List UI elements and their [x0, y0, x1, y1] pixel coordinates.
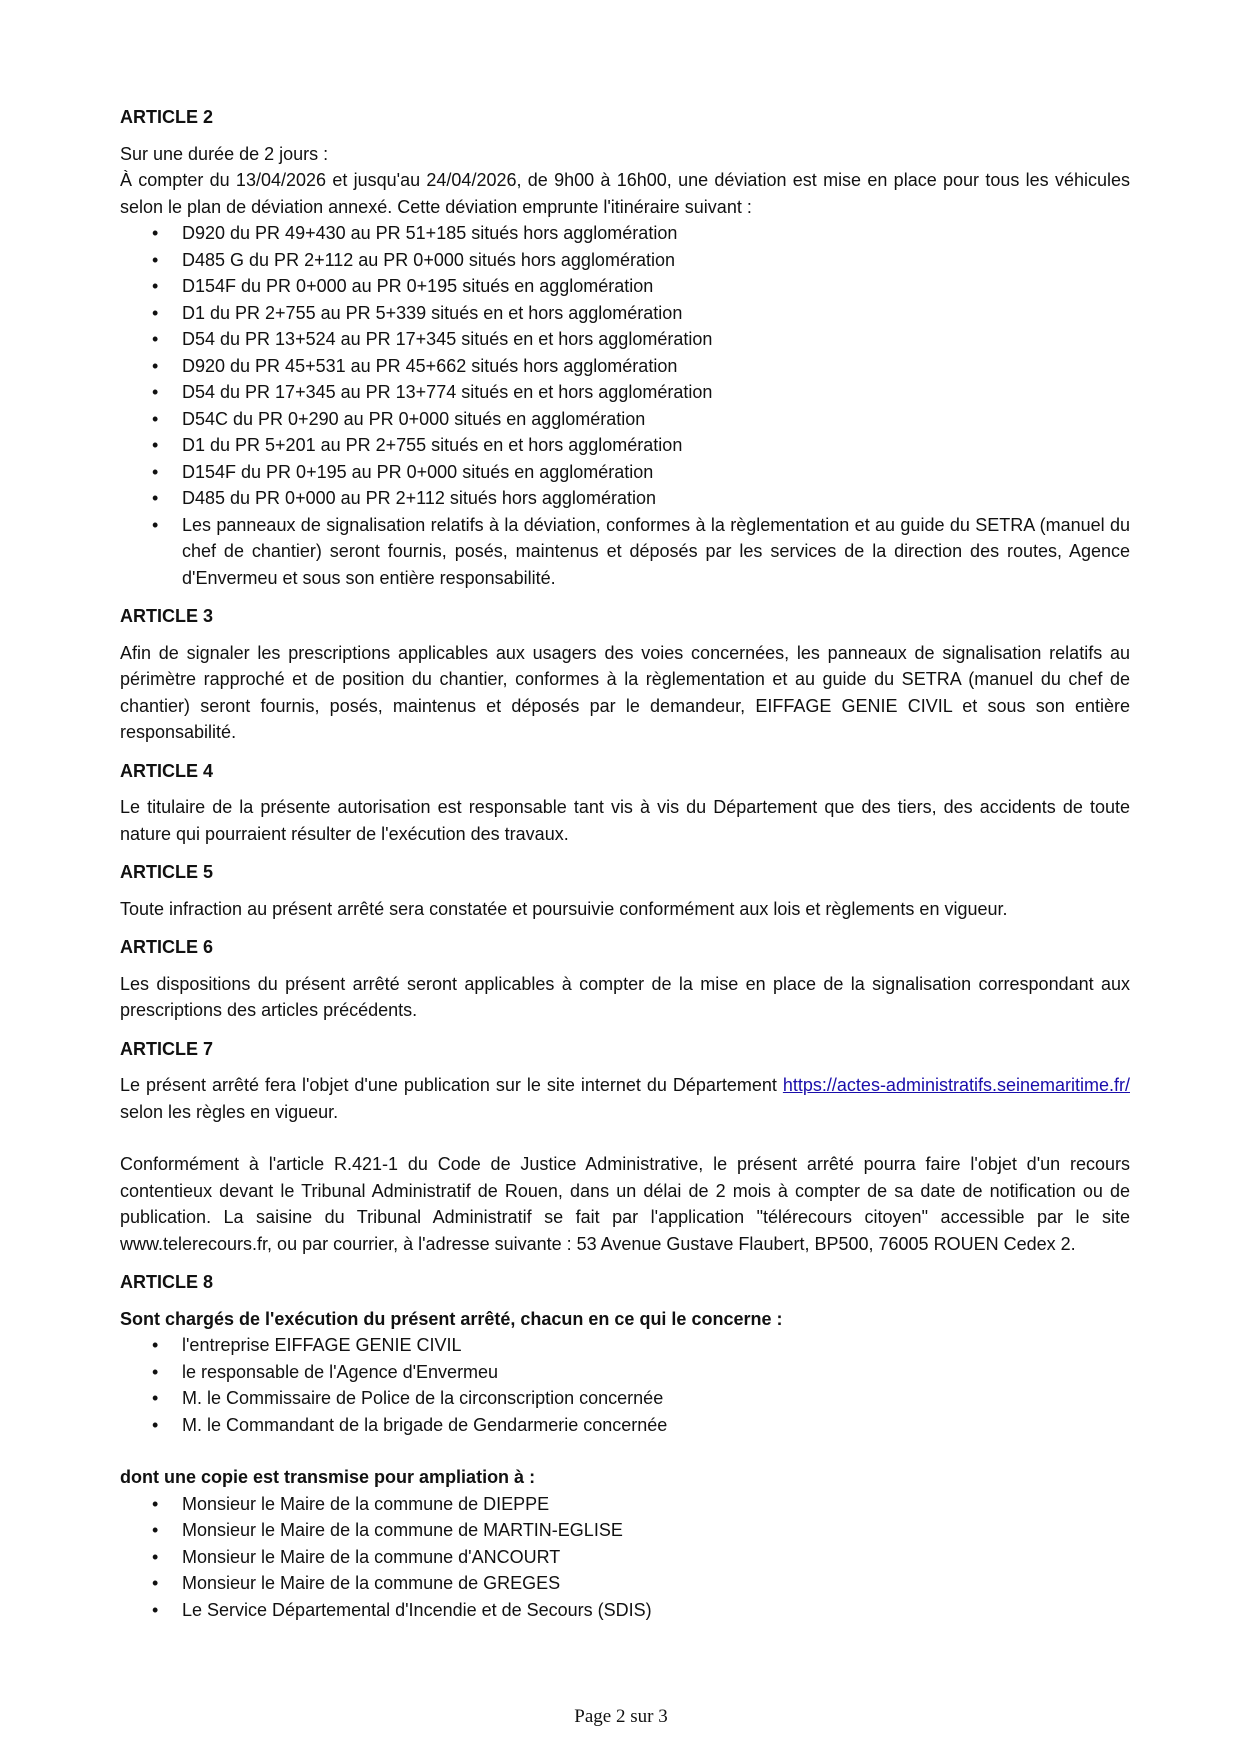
article-6-text: Les dispositions du présent arrêté seront applicables à compter de la mise en place de la signalisation correspondant aux prescriptions des articles précédents.	[120, 973, 1130, 1020]
article-7-recours: Conformément à l'article R.421-1 du Code de Justice Administrative, le présent arrêté pourra faire l'objet d'un recours contentieux devant le Tribunal Administratif de Rouen, dans un délai de 2 mois à compter de sa date de notification ou de publication. La saisine du Tribunal Administratif se fait par l'application "télérecours citoyen" accessible par le site www.telerecours.fr, ou par courrier, à l'adresse suivante : 53 Avenue Gustave Flaubert, BP500, 76005 ROUEN Cedex 2.	[120, 1154, 1130, 1254]
article-7-publication	[120, 1072, 1130, 1125]
list-item: • D485 du PR 0+000 au PR 2+112 situés hors agglomération	[120, 485, 1130, 512]
article-5-title: ARTICLE 5	[120, 862, 214, 882]
list-item: • Le Service Départemental d'Incendie et de Secours (SDIS)	[120, 1597, 1130, 1624]
list-item: • D920 du PR 45+531 au PR 45+662 situés hors agglomération	[120, 353, 1130, 380]
article-2-duration: Sur une durée de 2 jours :	[120, 143, 329, 164]
list-item: • l'entreprise EIFFAGE GENIE CIVIL	[120, 1332, 1130, 1359]
list-item: • D54 du PR 17+345 au PR 13+774 situés en et hors agglomération	[120, 379, 1130, 406]
list-item: • D1 du PR 5+201 au PR 2+755 situés en et hors agglomération	[120, 432, 1130, 459]
article-4-title: ARTICLE 4	[120, 760, 214, 781]
list-item: • D485 G du PR 2+112 au PR 0+000 situés hors agglomération	[120, 247, 1130, 274]
article-3-title: ARTICLE 3	[120, 606, 214, 626]
list-item: • D154F du PR 0+195 au PR 0+000 situés en agglomération	[120, 459, 1130, 486]
article-6-title: ARTICLE 6	[120, 937, 214, 957]
article-8-charges-list	[120, 1332, 1130, 1438]
list-item: • Monsieur le Maire de la commune de GREGES	[120, 1570, 1130, 1597]
list-item: • Monsieur le Maire de la commune de DIEPPE	[120, 1491, 1130, 1518]
article-7-title: ARTICLE 7	[120, 1038, 214, 1059]
list-item: • D54 du PR 13+524 au PR 17+345 situés en et hors agglomération	[120, 326, 1130, 353]
list-item: • D920 du PR 49+430 au PR 51+185 situés hors agglomération	[120, 220, 1130, 247]
article-8-copies-list	[120, 1491, 1130, 1624]
list-item: • M. le Commandant de la brigade de Gendarmerie concernée	[120, 1412, 1130, 1439]
page-number: Page 2 sur 3	[574, 1706, 668, 1727]
document-page	[120, 104, 1130, 1623]
article-8-charges-heading: Sont chargés de l'exécution du présent arrêté, chacun en ce qui le concerne :	[120, 1308, 783, 1329]
article-2-title: ARTICLE 2	[120, 107, 214, 127]
list-item: • Monsieur le Maire de la commune de MARTIN-EGLISE	[120, 1517, 1130, 1544]
article-7-text-after: selon les règles en vigueur.	[120, 1101, 339, 1122]
article-8-title: ARTICLE 8	[120, 1272, 214, 1292]
article-8-copie-heading: dont une copie est transmise pour ampliation à :	[120, 1467, 536, 1487]
article-7-text-before: Le présent arrêté fera l'objet d'une publication sur le site internet du Département	[120, 1075, 783, 1095]
list-item: • D54C du PR 0+290 au PR 0+000 situés en agglomération	[120, 406, 1130, 433]
list-item: • le responsable de l'Agence d'Envermeu	[120, 1359, 1130, 1386]
article-4-text: Le titulaire de la présente autorisation est responsable tant vis à vis du Département que des tiers, des accidents de toute nature qui pourraient résulter de l'exécution des travaux.	[120, 797, 1130, 844]
list-item: • D1 du PR 2+755 au PR 5+339 situés en et hors agglomération	[120, 300, 1130, 327]
publication-link[interactable]: https://actes-administratifs.seinemaritime.fr/	[782, 1075, 1130, 1095]
list-item: • Les panneaux de signalisation relatifs à la déviation, conformes à la règlementation et au guide du SETRA (manuel du chef de chantier) seront fournis, posés, maintenus et déposés par les services de la direction des routes, Agence d'Envermeu et sous son entière responsabilité.	[120, 512, 1130, 592]
article-2-intro: À compter du 13/04/2026 et jusqu'au 24/04/2026, de 9h00 à 16h00, une déviation est mise en place pour tous les véhicules selon le plan de déviation annexé. Cette déviation emprunte l'itinéraire suivant :	[120, 170, 1130, 217]
article-3-text: Afin de signaler les prescriptions applicables aux usagers des voies concernées, les panneaux de signalisation relatifs au périmètre rapproché et de position du chantier, conformes à la règlementation et au guide du SETRA (manuel du chef de chantier) seront fournis, posés, maintenus et déposés par le demandeur, EIFFAGE GENIE CIVIL et sous son entière responsabilité.	[120, 642, 1130, 742]
list-item: • D154F du PR 0+000 au PR 0+195 situés en agglomération	[120, 273, 1130, 300]
article-5-text: Toute infraction au présent arrêté sera constatée et poursuivie conformément aux lois et règlements en vigueur.	[120, 898, 1008, 919]
list-item: • Monsieur le Maire de la commune d'ANCOURT	[120, 1544, 1130, 1571]
article-2-itinerary-list	[120, 220, 1130, 591]
list-item: • M. le Commissaire de Police de la circonscription concernée	[120, 1385, 1130, 1412]
